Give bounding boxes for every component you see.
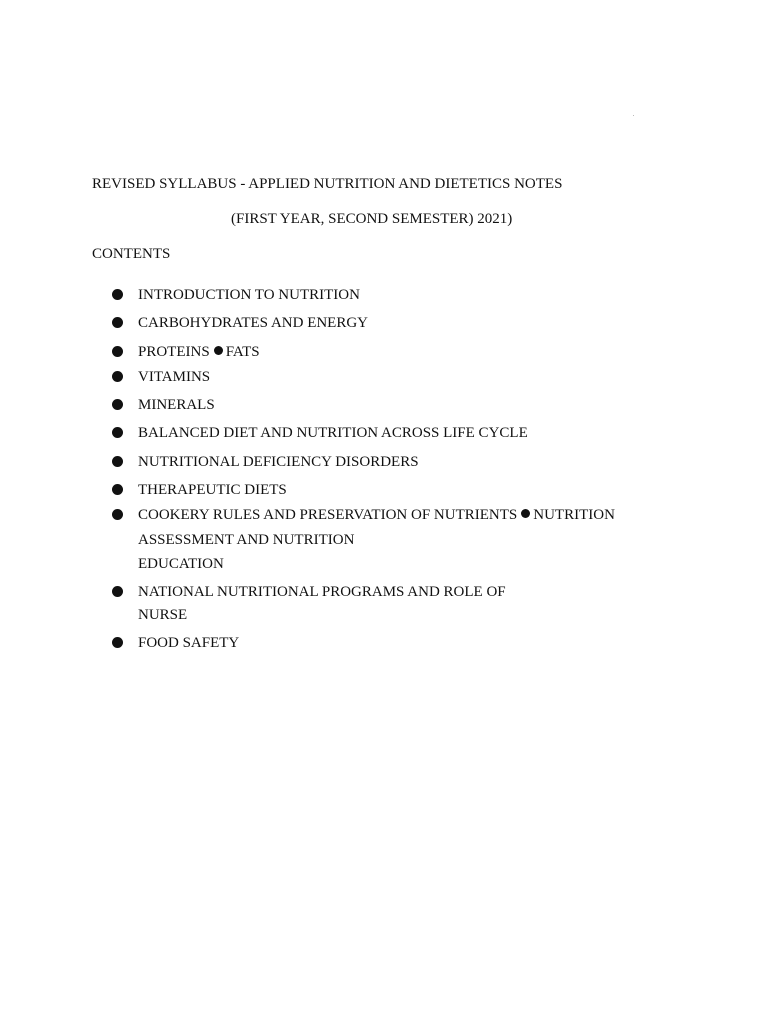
bullet-icon [112,586,123,597]
bullet-icon [112,637,123,648]
list-item-label: INTRODUCTION TO NUTRITION [138,287,360,303]
list-item-text: COOKERY RULES AND PRESERVATION OF NUTRIENTS [138,507,518,523]
list-item-label: VITAMINS [138,369,211,385]
list-item-label-line-3: EDUCATION [138,556,224,572]
list-item-label: BALANCED DIET AND NUTRITION ACROSS LIFE CYCLE [138,425,528,441]
list-item-text: NUTRITION [533,507,615,523]
bullet-icon [112,371,123,382]
bullet-icon [112,317,123,328]
list-item-label-line-2: NURSE [138,607,188,623]
scan-speck [633,115,634,116]
list-item-label: FOOD SAFETY [138,635,240,651]
bullet-icon [112,509,123,520]
list-item-label: CARBOHYDRATES AND ENERGY [138,315,369,331]
list-item-label: NATIONAL NUTRITIONAL PROGRAMS AND ROLE OF [138,584,506,600]
list-item-text: FATS [225,344,260,360]
list-item-label: THERAPEUTIC DIETS [138,482,287,498]
bullet-icon [112,456,123,467]
bullet-icon [112,289,123,300]
bullet-icon [112,399,123,410]
list-item-label [138,345,260,360]
document-subtitle: (FIRST YEAR, SECOND SEMESTER) 2021) [231,211,513,227]
bullet-icon [112,484,123,495]
document-title: REVISED SYLLABUS - APPLIED NUTRITION AND DIETETICS NOTES [92,176,563,192]
list-item-label-line-2: ASSESSMENT AND NUTRITION [138,532,355,548]
inline-bullet-icon [521,509,530,518]
list-item-label: MINERALS [138,397,215,413]
list-item-label: NUTRITIONAL DEFICIENCY DISORDERS [138,454,419,470]
list-item-label [138,508,615,523]
contents-heading: CONTENTS [92,246,171,262]
bullet-icon [112,346,123,357]
inline-bullet-icon [214,346,223,355]
bullet-icon [112,427,123,438]
list-item-text: PROTEINS [138,344,210,360]
